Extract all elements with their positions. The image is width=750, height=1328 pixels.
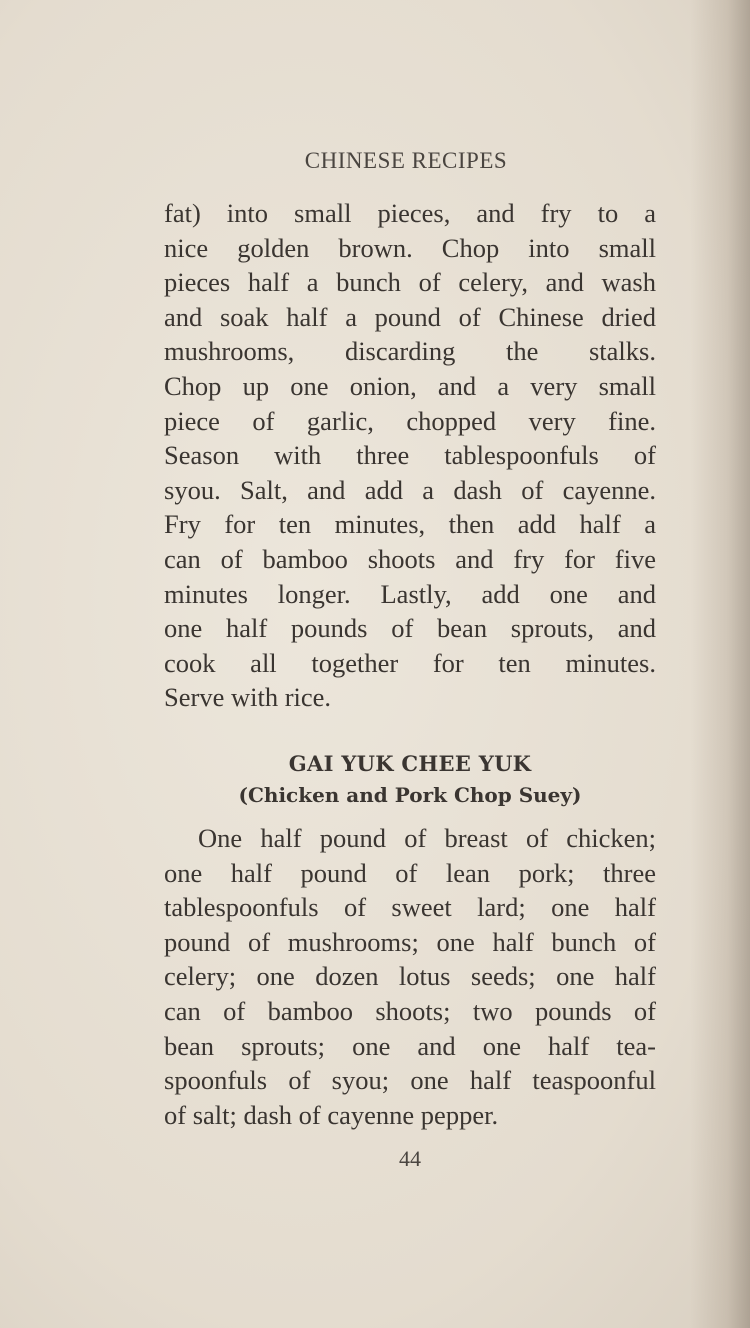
- text-line: minutes longer. Lastly, add one and: [164, 578, 656, 609]
- text-line: can of bamboo shoots and fry for five: [164, 543, 656, 574]
- running-head: CHINESE RECIPES: [304, 148, 508, 173]
- text-line: can of bamboo shoots; two pounds of: [164, 995, 656, 1026]
- text-line: Chop up one onion, and a very small: [164, 370, 656, 401]
- text-line: celery; one dozen lotus seeds; one half: [164, 961, 656, 992]
- text-line: bean sprouts; one and one half tea-: [164, 1030, 656, 1061]
- text-line: syou. Salt, and add a dash of cayenne.: [164, 474, 656, 505]
- text-line: pieces half a bunch of celery, and wash: [164, 267, 656, 298]
- text-line: and soak half a pound of Chinese dried: [164, 301, 656, 332]
- paragraph-continued: [164, 196, 656, 715]
- recipe-title: GAI YUK CHEE YUK: [288, 751, 532, 776]
- text-line: one half pounds of bean sprouts, and: [164, 613, 656, 644]
- page-number: 44: [399, 1146, 421, 1171]
- text-line: tablespoonfuls of sweet lard; one half: [164, 892, 656, 923]
- text-line: Fry for ten minutes, then add half a: [164, 509, 656, 540]
- text-line: cook all together for ten minutes.: [164, 647, 656, 678]
- text-line: piece of garlic, chopped very fine.: [164, 405, 656, 436]
- recipe-ingredients-paragraph: [164, 821, 656, 1132]
- text-line: Serve with rice.: [164, 682, 332, 713]
- text-line: one half pound of lean pork; three: [164, 857, 656, 888]
- text-line: pound of mushrooms; one half bunch of: [164, 926, 656, 957]
- recipe-subtitle: (Chicken and Pork Chop Suey): [238, 783, 582, 807]
- text-line: nice golden brown. Chop into small: [164, 232, 656, 263]
- text-line: Season with three tablespoonfuls of: [164, 440, 656, 471]
- text-line: fat) into small pieces, and fry to a: [164, 198, 656, 228]
- text-line: spoonfuls of syou; one half teaspoonful: [164, 1065, 656, 1096]
- text-line: One half pound of breast of chicken;: [198, 823, 656, 853]
- text-line: mushrooms, discarding the stalks.: [164, 336, 656, 367]
- text-line: of salt; dash of cayenne pepper.: [164, 1099, 499, 1130]
